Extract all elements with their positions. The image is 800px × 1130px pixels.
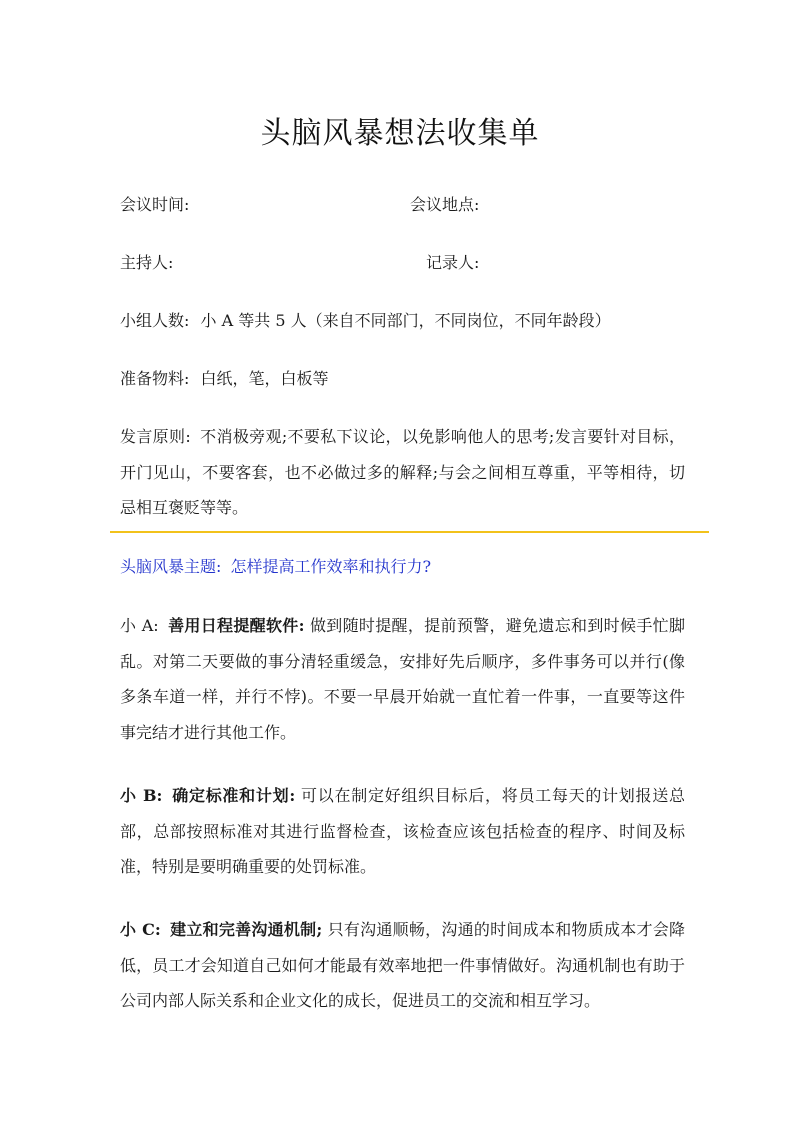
topic-value: 怎样提高工作效率和执行力? <box>230 557 432 576</box>
page-title: 头脑风暴想法收集单 <box>260 116 540 151</box>
idea-text: 做到随时提醒，提前预警，避免遗忘和到时候手忙脚乱。对第二天要做的事分清轻重缓急，安排好先后顺序，多件事务可以并行(像多条车道一样，并行不悖)。不要一早晨开始就一直忙着一件事，一直要等这件事完结才进行其他工作。 <box>120 616 685 742</box>
host-label: 主持人: <box>120 253 174 272</box>
materials-label: 准备物料: <box>120 369 190 388</box>
meeting-time-label: 会议时间: <box>120 195 190 214</box>
section-divider <box>110 531 709 533</box>
speaking-principles <box>120 419 685 526</box>
group-size-line <box>120 310 611 332</box>
idea-item <box>120 912 685 1019</box>
group-size-value: 小 A 等共 5 人（来自不同部门，不同岗位，不同年龄段） <box>200 311 611 330</box>
group-size-label: 小组人数: <box>120 311 190 330</box>
meeting-place-label: 会议地点: <box>410 195 480 214</box>
brainstorm-topic <box>120 556 431 578</box>
principles-label: 发言原则: <box>120 427 191 446</box>
idea-item <box>120 778 685 885</box>
idea-text: 可以在制定好组织目标后，将员工每天的计划报送总部，总部按照标准对其进行监督检查，该检查应该包括检查的程序、时间及标准，特别是要明确重要的处罚标准。 <box>120 786 685 876</box>
materials-value: 白纸，笔，白板等 <box>200 369 329 388</box>
idea-heading: 善用日程提醒软件: <box>168 616 305 635</box>
idea-speaker: 小 C: <box>120 920 161 939</box>
idea-text: 只有沟通顺畅，沟通的时间成本和物质成本才会降低，员工才会知道自己如何才能最有效率地把一件事情做好。沟通机制也有助于公司内部人际关系和企业文化的成长，促进员工的交流和相互学习。 <box>120 920 685 1010</box>
idea-heading: 确定标准和计划: <box>172 786 296 805</box>
topic-label: 头脑风暴主题: <box>120 557 222 576</box>
recorder-label: 记录人: <box>426 253 480 272</box>
idea-speaker: 小 A: <box>120 616 159 635</box>
idea-heading: 建立和完善沟通机制; <box>170 920 323 939</box>
idea-speaker: 小 B: <box>120 786 163 805</box>
principles-value: 不消极旁观;不要私下议论，以免影响他人的思考;发言要针对目标，开门见山，不要客套，也不必做过多的解释;与会之间相互尊重，平等相待，切忌相互褒贬等等。 <box>120 427 685 517</box>
idea-item <box>120 608 685 750</box>
materials-line <box>120 368 329 390</box>
